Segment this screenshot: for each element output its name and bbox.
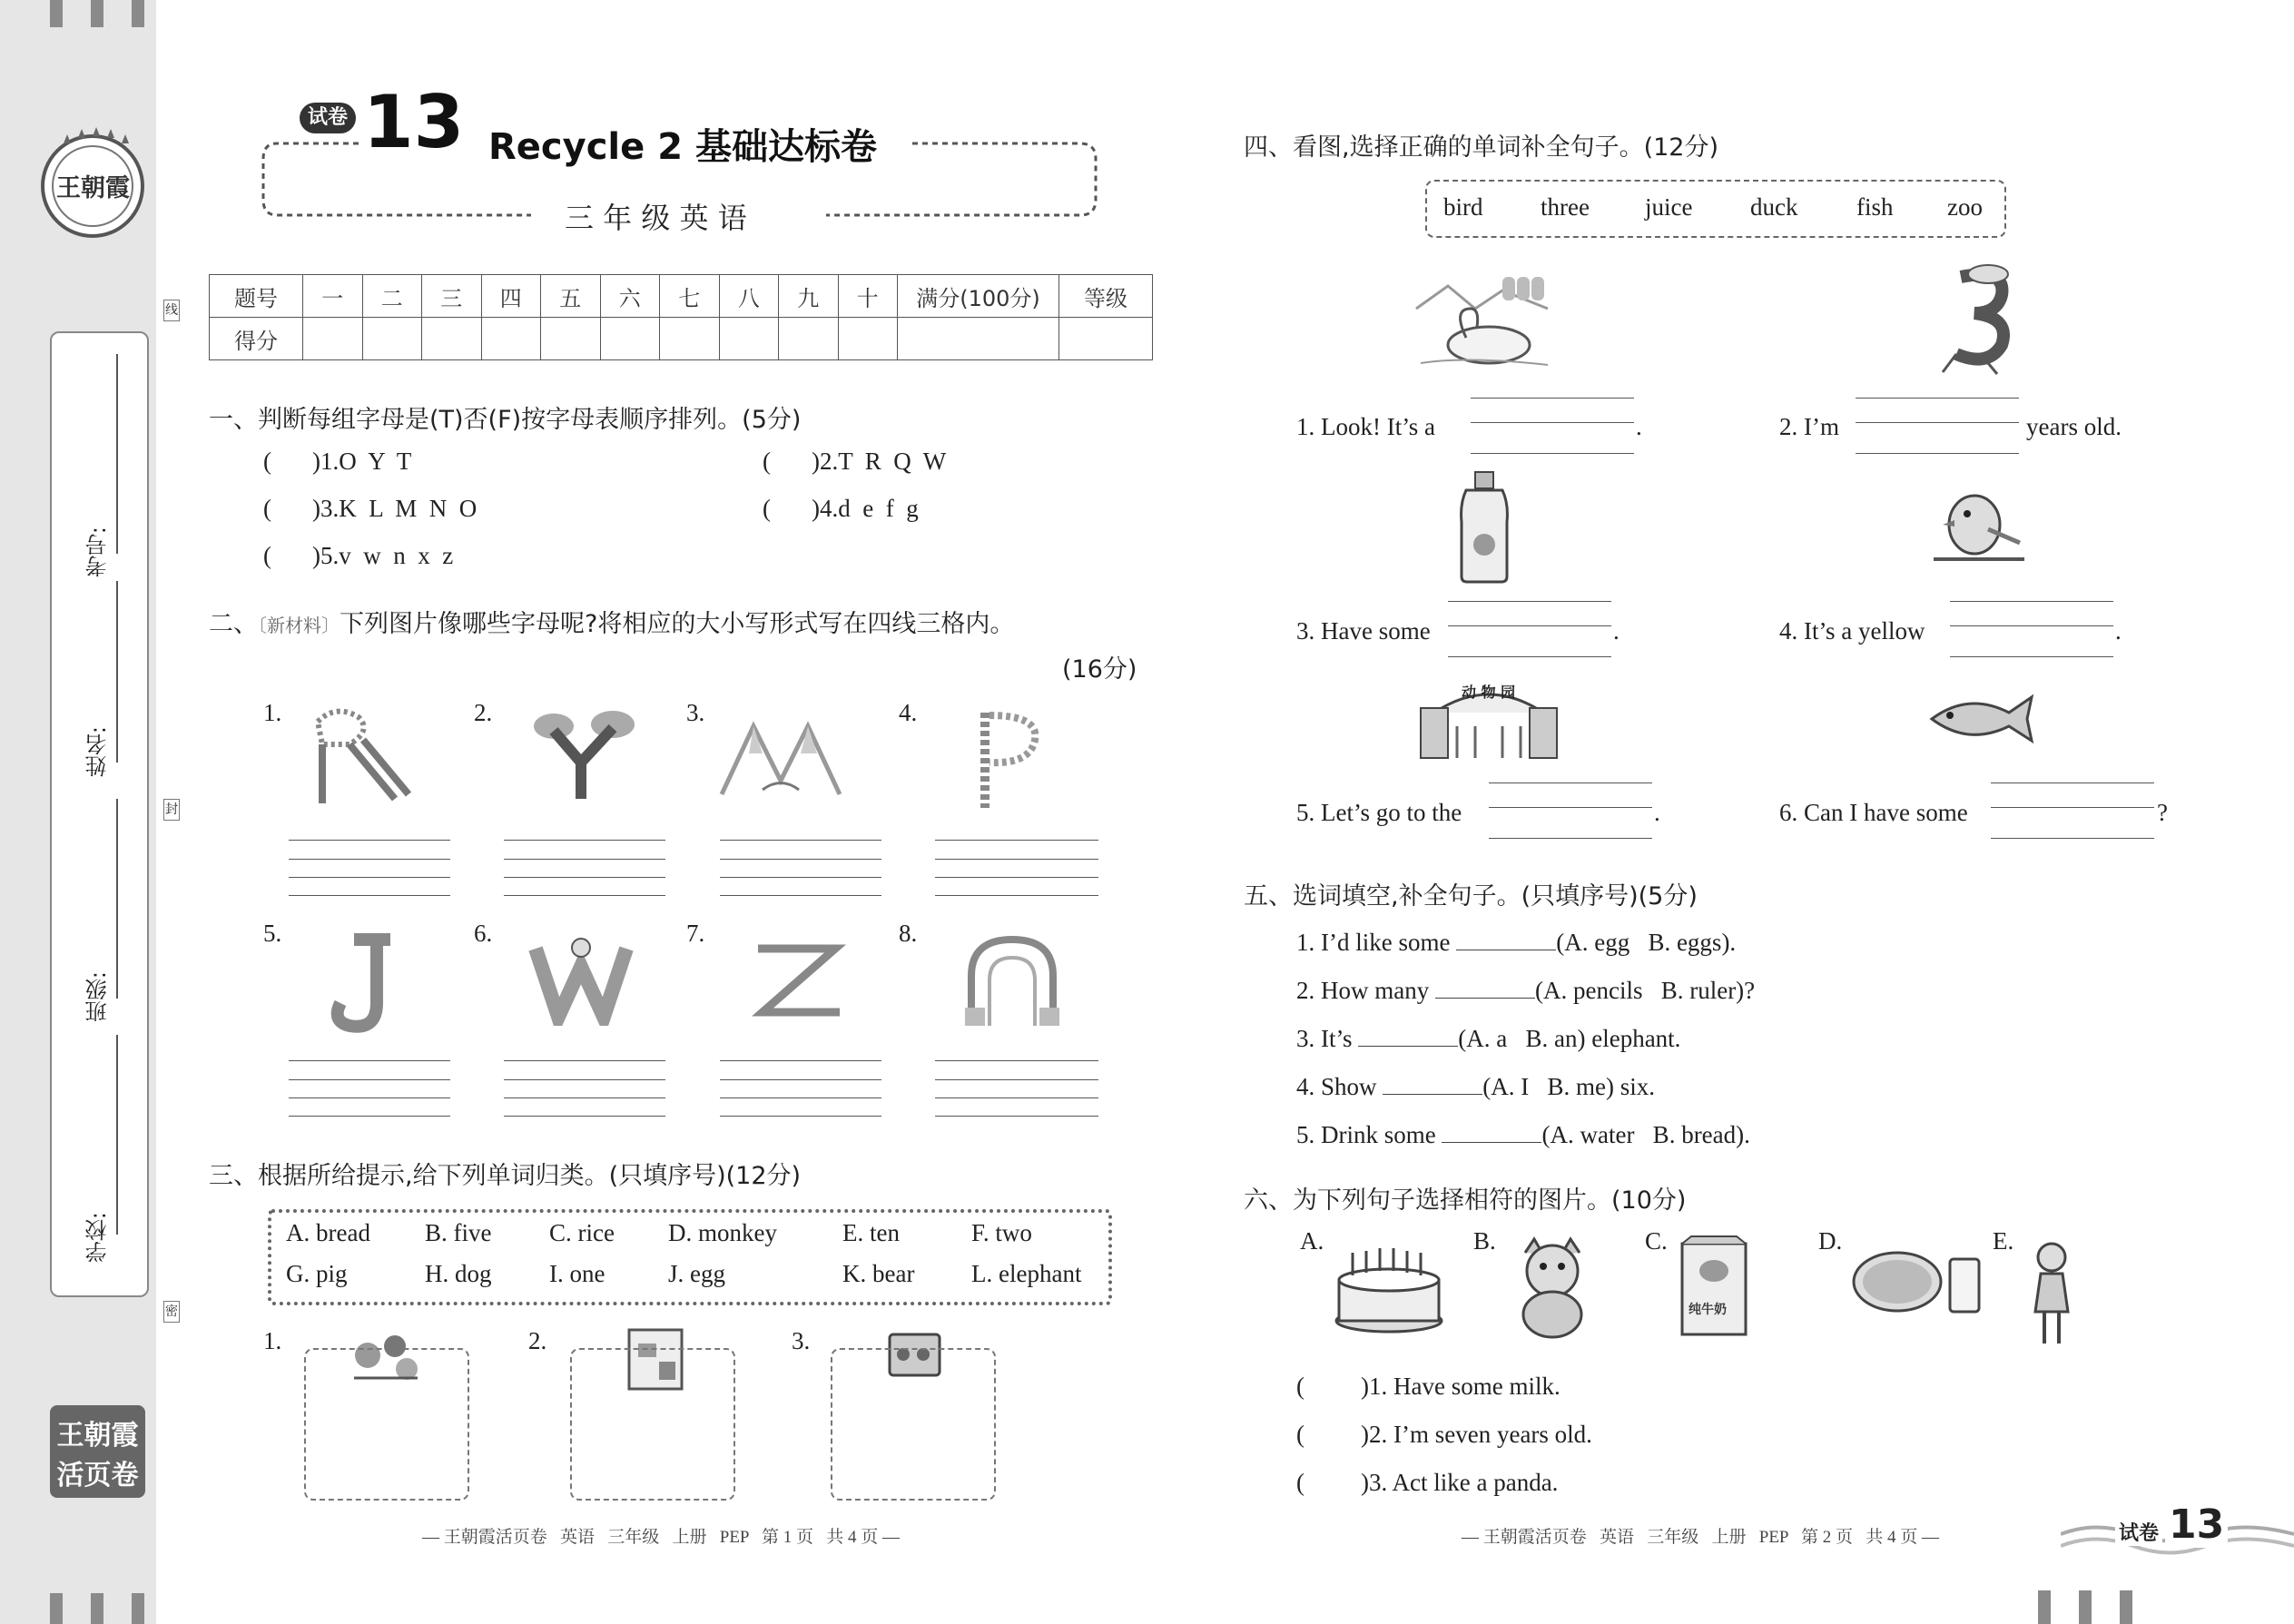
name-label: 姓名: — [85, 726, 111, 778]
s4-item-2-blank[interactable] — [1856, 398, 2019, 454]
milk-pack-picture — [1678, 1235, 1750, 1339]
footer-right: — 王朝霞活页卷 英语 三年级 上册 PEP 第 2 页 共 4 页 — — [1462, 1528, 1940, 1547]
exam-id-line[interactable] — [116, 354, 118, 554]
s4-item-1-text: 1. Look! It’s a — [1296, 413, 1435, 440]
word-h: H. dog — [425, 1260, 492, 1287]
score-header-cell: 一 — [303, 275, 363, 318]
cat-picture — [1502, 1235, 1602, 1339]
s4-item-2-text: 2. I’m — [1779, 413, 1839, 440]
score-header-cell: 题号 — [210, 275, 303, 318]
s1-paren-close: ) — [312, 542, 320, 569]
score-header-cell: 七 — [660, 275, 720, 318]
s6-label-a: A. — [1300, 1227, 1324, 1255]
s6-paren-open: ( — [1296, 1421, 1305, 1448]
s6-item-text: 1. Have some milk. — [1369, 1373, 1561, 1400]
s4-word-duck: duck — [1750, 193, 1798, 221]
score-header-cell: 九 — [779, 275, 839, 318]
school-label: 学校: — [85, 1212, 111, 1264]
s5-item-options: (A. pencils B. ruler)? — [1534, 977, 1756, 1004]
s1-item-letters: d e f g — [838, 495, 919, 522]
section1-title: 一、判断每组字母是(T)否(F)按字母表顺序排列。(5分) — [209, 406, 802, 434]
s1-paren-close: ) — [312, 448, 320, 475]
page-title: Recycle 2 基础达标卷 — [488, 126, 877, 168]
duck-picture — [1412, 272, 1557, 372]
s1-paren-close: ) — [812, 448, 820, 475]
seal-mark-line: 线 — [163, 300, 180, 321]
word-j: J. egg — [668, 1260, 725, 1287]
s5-item-options: (A. a B. an) elephant. — [1458, 1025, 1681, 1052]
word-i: I. one — [549, 1260, 605, 1287]
new-material-tag: 〔新材料〕 — [258, 615, 340, 636]
s4-item-6-end: ? — [2157, 799, 2168, 826]
binder-hole — [91, 0, 103, 27]
s3-num-1: 1. — [263, 1327, 282, 1354]
s4-item-2-end: years old. — [2026, 413, 2122, 440]
score-cell[interactable] — [422, 318, 482, 360]
s1-item-3 — [263, 495, 477, 523]
s5-item-options: (A. I B. me) six. — [1482, 1073, 1655, 1100]
girl-picture — [2024, 1239, 2079, 1348]
score-header-cell: 四 — [481, 275, 541, 318]
score-header-cell: 二 — [362, 275, 422, 318]
fish-picture — [1923, 690, 2036, 749]
s4-word-fish: fish — [1856, 193, 1894, 221]
binder-hole — [50, 0, 63, 27]
brand-badge — [50, 1405, 145, 1498]
s6-label-c: C. — [1645, 1227, 1668, 1255]
score-table-header-row — [210, 275, 1153, 318]
letter-p-flag-picture — [971, 708, 1062, 812]
s1-item-number: 3. — [320, 495, 340, 522]
s5-item-5 — [1296, 1118, 1750, 1149]
s5-item-4 — [1296, 1070, 1655, 1101]
score-table-score-row — [210, 318, 1153, 360]
score-row-label: 得分 — [210, 318, 303, 360]
corner-badge: 试卷 — [2115, 1518, 2162, 1546]
section2-score: (16分) — [1062, 655, 1137, 684]
four-line-grid-1[interactable] — [289, 840, 450, 896]
section2-text: 下列图片像哪些字母呢?将相应的大小写形式写在四线三格内。 — [340, 610, 1015, 638]
word-b: B. five — [425, 1219, 492, 1246]
letter-r-slide-picture — [309, 704, 418, 808]
s4-item-6-text: 6. Can I have some — [1779, 799, 1968, 826]
s5-answer-blank[interactable] — [1358, 1022, 1458, 1047]
s1-paren-open: ( — [763, 448, 771, 475]
s5-item-2 — [1296, 974, 1755, 1005]
s4-item-1-blank[interactable] — [1471, 398, 1634, 454]
s2-num-1: 1. — [263, 699, 282, 726]
word-c: C. rice — [549, 1219, 615, 1246]
score-cell[interactable] — [600, 318, 660, 360]
s4-item-3-text: 3. Have some — [1296, 617, 1431, 645]
s6-item-2 — [1296, 1421, 1592, 1449]
number-three-picture — [1934, 263, 2024, 377]
s6-item-3 — [1296, 1469, 1558, 1497]
s2-num-7: 7. — [686, 920, 705, 947]
word-k: K. bear — [842, 1260, 915, 1287]
name-line[interactable] — [116, 581, 118, 763]
s4-item-6-blank[interactable] — [1991, 782, 2154, 839]
letter-m-mountains-picture — [717, 717, 844, 803]
s1-paren-open: ( — [263, 542, 271, 569]
binder-hole — [132, 0, 144, 27]
brand-logo-text: 王朝霞 — [56, 174, 130, 202]
category-box-3[interactable] — [831, 1348, 996, 1501]
binder-hole — [91, 1593, 103, 1624]
s2-num-8: 8. — [899, 920, 918, 947]
word-d: D. monkey — [668, 1219, 777, 1246]
section2-prefix: 二、 — [209, 610, 258, 638]
s2-num-5: 5. — [263, 920, 282, 947]
s1-item-letters: K L M N O — [339, 495, 478, 522]
score-table — [209, 274, 1153, 360]
binder-hole — [132, 1593, 144, 1624]
category-box-2[interactable] — [570, 1348, 735, 1501]
section5-title: 五、选词填空,补全句子。(只填序号)(5分) — [1244, 882, 1698, 910]
s4-item-4-end: . — [2115, 617, 2122, 645]
score-cell[interactable] — [1059, 318, 1153, 360]
s2-num-4: 4. — [899, 699, 918, 726]
s6-paren-close: ) — [1361, 1373, 1369, 1400]
binder-hole — [2079, 1590, 2092, 1624]
word-a: A. bread — [286, 1219, 370, 1246]
bread-and-milk-picture — [1852, 1245, 1988, 1318]
word-f: F. two — [971, 1219, 1032, 1246]
juice-bottle-picture — [1452, 468, 1516, 586]
four-line-grid-6[interactable] — [504, 1060, 665, 1117]
s1-item-letters: v w n x z — [339, 542, 454, 569]
s4-item-3-end: . — [1613, 617, 1620, 645]
test-badge: 试卷 — [300, 103, 356, 133]
letter-z-snake-picture — [749, 935, 849, 1026]
section2-title — [209, 604, 1014, 639]
score-cell[interactable] — [541, 318, 601, 360]
zoo-sign-text: 动 物 园 — [1462, 684, 1516, 701]
school-line[interactable] — [116, 1035, 118, 1235]
s6-item-1 — [1296, 1373, 1561, 1401]
binder-hole — [2038, 1590, 2051, 1624]
s1-paren-open: ( — [263, 448, 271, 475]
class-label: 班级: — [85, 971, 111, 1023]
section4-title: 四、看图,选择正确的单词补全句子。(12分) — [1244, 133, 1719, 162]
s2-num-6: 6. — [474, 920, 493, 947]
s1-item-number: 4. — [820, 495, 839, 522]
section6-title: 六、为下列句子选择相符的图片。(10分) — [1244, 1186, 1687, 1215]
word-g: G. pig — [286, 1260, 348, 1287]
s4-item-5-end: . — [1654, 799, 1660, 826]
s4-word-bird: bird — [1443, 193, 1483, 221]
s6-paren-close: ) — [1361, 1421, 1369, 1448]
test-number: 13 — [363, 80, 465, 164]
s5-item-options: (A. water B. bread). — [1541, 1121, 1750, 1148]
s1-paren-close: ) — [312, 495, 320, 522]
s5-answer-blank[interactable] — [1442, 1118, 1541, 1143]
class-line[interactable] — [116, 799, 118, 999]
four-line-grid-5[interactable] — [289, 1060, 450, 1117]
s6-paren-open: ( — [1296, 1469, 1305, 1496]
s5-answer-blank[interactable] — [1435, 974, 1535, 999]
s1-item-letters: O Y T — [339, 448, 412, 475]
word-l: L. elephant — [971, 1260, 1082, 1287]
score-header-cell: 满分(100分) — [898, 275, 1059, 318]
s3-num-2: 2. — [528, 1327, 547, 1354]
s6-item-text: 2. I’m seven years old. — [1369, 1421, 1592, 1448]
score-cell[interactable] — [362, 318, 422, 360]
s3-num-3: 3. — [792, 1327, 811, 1354]
s4-item-4-blank[interactable] — [1950, 601, 2113, 657]
score-header-cell: 六 — [600, 275, 660, 318]
s5-item-text: 4. Show — [1296, 1073, 1377, 1100]
four-line-grid-2[interactable] — [504, 840, 665, 896]
s1-item-4 — [763, 495, 919, 523]
page-subtitle: 三 年 级 英 语 — [565, 201, 747, 235]
s5-item-options: (A. egg B. eggs). — [1556, 929, 1737, 956]
score-header-cell: 十 — [838, 275, 898, 318]
letter-y-tree-picture — [531, 708, 640, 803]
s6-label-d: D. — [1818, 1227, 1843, 1255]
s5-item-text: 5. Drink some — [1296, 1121, 1436, 1148]
s4-item-4-text: 4. It’s a yellow — [1779, 617, 1925, 645]
binder-hole — [50, 1593, 63, 1624]
s5-answer-blank[interactable] — [1456, 926, 1556, 950]
milk-pack-label: 纯牛奶 — [1689, 1303, 1727, 1317]
score-cell[interactable] — [898, 318, 1059, 360]
seal-mark-seal: 封 — [163, 799, 180, 821]
s6-paren-close: ) — [1361, 1469, 1369, 1496]
score-header-cell: 等级 — [1059, 275, 1153, 318]
exam-id-label: 考号: — [85, 527, 111, 578]
s1-item-2 — [763, 448, 946, 476]
four-line-grid-3[interactable] — [720, 840, 881, 896]
student-info-panel — [50, 331, 149, 1297]
s1-item-number: 1. — [320, 448, 340, 475]
s1-item-1 — [263, 448, 411, 476]
s1-paren-close: ) — [812, 495, 820, 522]
s1-item-letters: T R Q W — [838, 448, 947, 475]
s6-item-text: 3. Act like a panda. — [1369, 1469, 1559, 1496]
s1-item-5 — [263, 542, 453, 570]
s1-item-number: 2. — [820, 448, 839, 475]
binder-hole — [2120, 1590, 2132, 1624]
s1-paren-open: ( — [263, 495, 271, 522]
s5-item-text: 2. How many — [1296, 977, 1430, 1004]
s4-item-5-blank[interactable] — [1489, 782, 1652, 839]
corner-number: 13 — [2165, 1501, 2228, 1548]
bird-picture — [1929, 479, 2029, 570]
s6-paren-open: ( — [1296, 1373, 1305, 1400]
s4-word-three: three — [1541, 193, 1590, 221]
score-header-cell: 五 — [541, 275, 601, 318]
seal-mark-secret: 密 — [163, 1301, 180, 1323]
s2-num-3: 3. — [686, 699, 705, 726]
s5-item-3 — [1296, 1022, 1680, 1053]
score-cell[interactable] — [838, 318, 898, 360]
score-cell[interactable] — [481, 318, 541, 360]
score-cell[interactable] — [660, 318, 720, 360]
s4-word-zoo: zoo — [1947, 193, 1983, 221]
four-line-grid-4[interactable] — [935, 840, 1098, 896]
letter-w-caterpillar-picture — [527, 935, 635, 1026]
birthday-cake-picture — [1330, 1244, 1448, 1334]
word-e: E. ten — [842, 1219, 900, 1246]
s4-word-juice: juice — [1645, 193, 1693, 221]
s6-label-e: E. — [1993, 1227, 2014, 1255]
category-box-1[interactable] — [304, 1348, 469, 1501]
s5-item-text: 3. It’s — [1296, 1025, 1353, 1052]
letter-n-magnet-picture — [958, 930, 1067, 1030]
score-cell[interactable] — [303, 318, 363, 360]
s4-item-3-blank[interactable] — [1448, 601, 1611, 657]
footer-left: — 王朝霞活页卷 英语 三年级 上册 PEP 第 1 页 共 4 页 — — [422, 1528, 901, 1547]
score-header-cell: 三 — [422, 275, 482, 318]
s4-word-bank — [1425, 180, 2006, 238]
brand-badge-line2: 活页卷 — [56, 1460, 139, 1491]
score-cell[interactable] — [719, 318, 779, 360]
s6-label-b: B. — [1473, 1227, 1496, 1255]
s4-item-5-text: 5. Let’s go to the — [1296, 799, 1462, 826]
brand-badge-line1: 王朝霞 — [56, 1420, 139, 1452]
four-line-grid-7[interactable] — [720, 1060, 881, 1117]
s4-item-1-end: . — [1636, 413, 1642, 440]
s5-item-text: 1. I’d like some — [1296, 929, 1451, 956]
s2-num-2: 2. — [474, 699, 493, 726]
s5-answer-blank[interactable] — [1383, 1070, 1482, 1095]
section3-title: 三、根据所给提示,给下列单词归类。(只填序号)(12分) — [209, 1162, 802, 1190]
s5-item-1 — [1296, 926, 1736, 957]
s1-paren-open: ( — [763, 495, 771, 522]
score-header-cell: 八 — [719, 275, 779, 318]
four-line-grid-8[interactable] — [935, 1060, 1098, 1117]
s1-item-number: 5. — [320, 542, 340, 569]
letter-j-picture — [327, 930, 409, 1035]
score-cell[interactable] — [779, 318, 839, 360]
